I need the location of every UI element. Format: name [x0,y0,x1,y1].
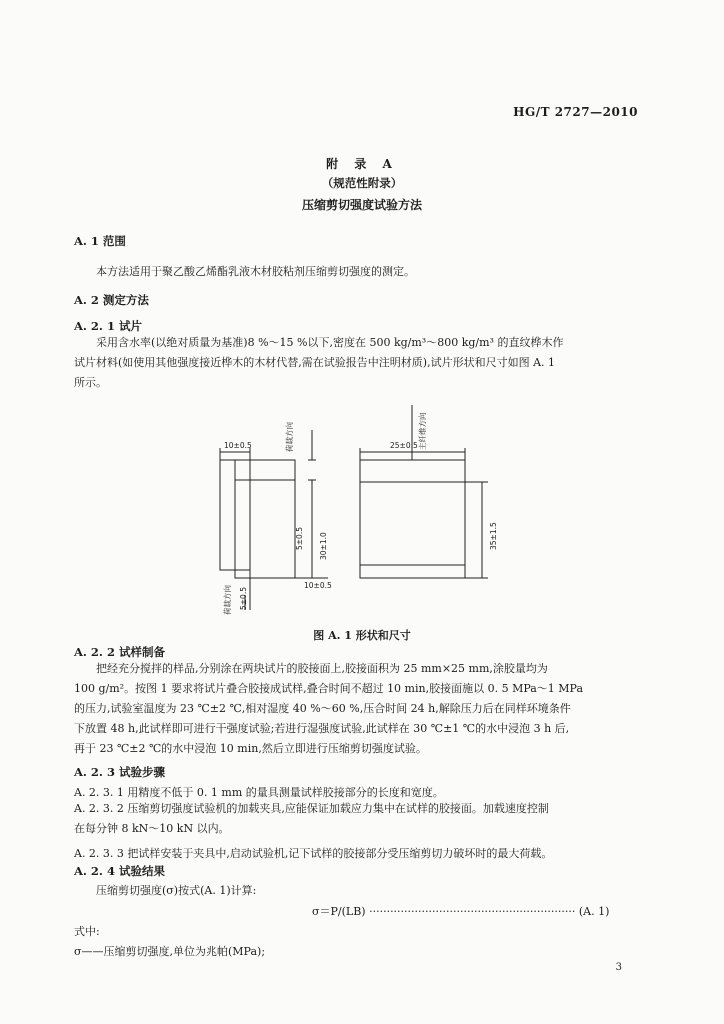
right-specimen [360,460,465,578]
appendix-type: （规范性附录） [321,176,403,190]
label-load-direction-bottom: 荷载方向 [223,585,232,615]
section-a21-paragraph [74,333,563,393]
formula-a1: σ＝P/(LB) ··························································· (A. 1) [312,905,610,918]
section-a23-heading: A. 2. 3 试验步骤 [74,765,165,779]
page-number: 3 [615,962,622,973]
dim-height-mid: 30±1.0 [319,532,328,560]
where-label: 式中: [74,925,100,938]
paragraph-line: 所示。 [74,376,107,389]
specimen-figure [200,390,500,625]
left-strip-front [235,460,295,578]
figure-caption: 图 A. 1 形状和尺寸 [313,629,411,642]
section-a232 [74,799,549,839]
dim-width-left: 10±0.5 [224,441,252,450]
section-a24-heading: A. 2. 4 试验结果 [74,864,165,878]
paragraph-line: 把经充分搅拌的样品,分别涂在两块试片的胶接面上,胶接面积为 25 mm×25 mm,涂胶量均为 [96,662,548,675]
paragraph-line: 再于 23 ℃±2 ℃的水中浸泡 10 min,然后立即进行压缩剪切强度试验。 [74,742,427,755]
label-fiber-direction: 主纤维方向 [418,412,427,450]
paragraph-line: 100 g/m²。按图 1 要求将试片叠合胶接成试样,叠合时间不超过 10 min,胶接面施以 0. 5 MPa～1 MPa [74,682,584,695]
dim-width-right: 25±0.5 [390,441,418,450]
paragraph-line: 采用含水率(以绝对质量为基准)8 %～15 %以下,密度在 500 kg/m³～800 kg/m³ 的直纹桦木作 [96,336,564,349]
paragraph-line: A. 2. 3. 2 压缩剪切强度试验机的加载夹具,应能保证加载应力集中在试样的胶接面。加载速度控制 [74,802,549,815]
section-a24-text: 压缩剪切强度(σ)按式(A. 1)计算: [96,884,257,897]
standard-code: HG/T 2727—2010 [513,105,638,119]
section-a22-paragraph [74,659,583,759]
label-load-direction: 荷载方向 [285,422,294,452]
section-a1-heading: A. 1 范围 [74,234,126,248]
section-a22-heading: A. 2. 2 试样制备 [74,645,165,659]
section-a21-heading: A. 2. 1 试片 [74,319,142,333]
dim-top-offset: 5±0.5 [295,527,304,550]
dim-height-right: 35±1.5 [489,522,498,550]
paragraph-line: 在每分钟 8 kN～10 kN 以内。 [74,822,230,835]
section-a1-text: 本方法适用于聚乙酸乙烯酯乳液木材胶粘剂压缩剪切强度的测定。 [96,265,415,278]
appendix-title: 附 录 A [326,157,398,171]
dim-bottom-offset: 5±0.5 [239,587,248,610]
appendix-name: 压缩剪切强度试验方法 [301,198,422,212]
paragraph-line: 的压力,试验室温度为 23 ℃±2 ℃,相对湿度 40 %～60 %,压合时间 24 h,解除压力后在同样环境条件 [74,702,571,715]
section-a2-heading: A. 2 测定方法 [74,293,149,307]
paragraph-line: 试片材料(如使用其他强度接近桦木的木材代替,需在试验报告中注明材质),试片形状和尺寸如图 A. 1 [74,356,556,369]
section-a233: A. 2. 3. 3 把试样安装于夹具中,启动试验机,记下试样的胶接部分受压缩剪切力破坏时的最大荷载。 [74,847,553,860]
section-a231: A. 2. 3. 1 用精度不低于 0. 1 mm 的量具测量试样胶接部分的长度和宽度。 [74,786,444,799]
sigma-definition: σ——压缩剪切强度,单位为兆帕(MPa); [74,945,266,958]
paragraph-line: 下放置 48 h,此试样即可进行干强度试验;若进行湿强度试验,此试样在 30 ℃±1 ℃的水中浸泡 3 h 后, [74,722,570,735]
dim-bottom-width: 10±0.5 [304,581,332,590]
